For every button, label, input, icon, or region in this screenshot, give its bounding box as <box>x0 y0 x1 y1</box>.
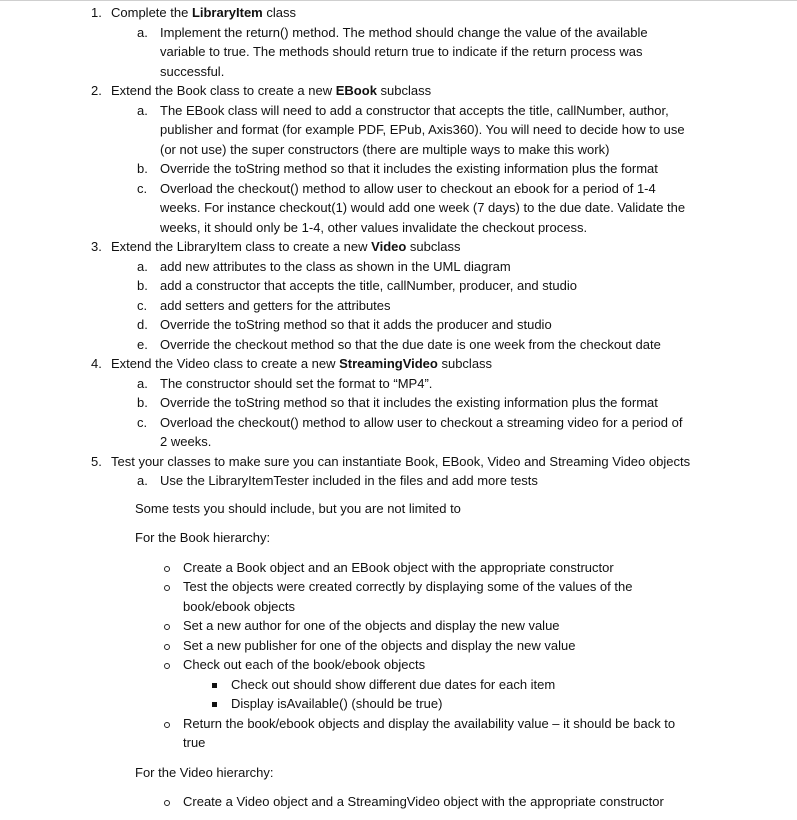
sub-item-text: Override the checkout method so that the due date is one week from the checkout date <box>160 336 661 352</box>
video-heading: For the Video hierarchy: <box>135 764 274 780</box>
sub-item-label: a. <box>137 473 148 488</box>
item-number: 1. <box>91 5 102 20</box>
sub-item-text: (or not use) the super constructors (there are multiple ways to make this work) <box>160 141 610 157</box>
sub-item-label: c. <box>137 180 148 196</box>
sub-item-label: c. <box>137 414 148 430</box>
sub-item-text: weeks, it should only be 1-4, other values invalidate the checkout process. <box>160 219 588 235</box>
sub-item-text: add new attributes to the class as shown in the UML diagram <box>160 258 511 274</box>
item-heading-bold: Video <box>371 239 407 254</box>
book-bullet-text: Create a Book object and an EBook object with the appropriate constructor <box>183 559 614 575</box>
item-heading: Extend the Video class to create a new StreamingVideo subclass <box>111 356 493 371</box>
sub-item-text: Overload the checkout() method to allow user to checkout an ebook for a period of 1-4 <box>160 180 656 196</box>
item-heading: Test your classes to make sure you can instantiate Book, EBook, Video and Streaming Video objects <box>111 453 691 469</box>
sub-item-text: weeks. For instance checkout(1) would add one week (7 days) to the due date. Validate the <box>160 200 686 215</box>
book-sub-bullet-marker <box>212 702 217 707</box>
sub-item-label: a. <box>137 258 148 274</box>
book-bullet-marker <box>164 663 170 669</box>
sub-item-label: a. <box>137 102 148 118</box>
sub-item-label: b. <box>137 395 148 410</box>
book-sub-bullet-marker <box>212 683 217 688</box>
item-number: 2. <box>91 83 102 98</box>
book-bullet-text: book/ebook objects <box>183 598 296 614</box>
book-bullet-marker <box>164 585 170 591</box>
sub-item-text: Override the toString method so that it includes the existing information plus the format <box>160 161 658 176</box>
sub-item-label: b. <box>137 278 148 293</box>
book-bullet-text: Check out each of the book/ebook objects <box>183 657 426 672</box>
sub-item-label: a. <box>137 24 148 40</box>
book-bullet-marker <box>164 722 170 728</box>
item-heading: Complete the LibraryItem class <box>111 5 296 20</box>
page-top-border <box>0 0 797 1</box>
book-bullet-text: true <box>183 735 206 750</box>
item-number: 4. <box>91 356 102 371</box>
book-bullet-text: Set a new publisher for one of the objects and display the new value <box>183 637 576 653</box>
book-bullet-text: Return the book/ebook objects and display the availability value – it should be back to <box>183 715 676 731</box>
sub-item-label: b. <box>137 161 148 176</box>
book-heading: For the Book hierarchy: <box>135 530 271 545</box>
item-heading-bold: StreamingVideo <box>339 356 438 371</box>
book-bullet-text: Test the objects were created correctly by displaying some of the values of the <box>183 579 633 594</box>
sub-item-label: d. <box>137 317 148 332</box>
sub-item-text: add setters and getters for the attributes <box>160 297 391 313</box>
book-bullet-marker <box>164 644 170 650</box>
video-bullet-text: Create a Video object and a StreamingVideo object with the appropriate constructor <box>183 794 664 809</box>
book-bullet-marker <box>164 566 170 572</box>
sub-item-label: a. <box>137 375 148 391</box>
sub-item-text: Override the toString method so that it adds the producer and studio <box>160 317 552 332</box>
sub-item-label: e. <box>137 336 148 352</box>
book-sub-bullet-text: Check out should show different due dates for each item <box>231 676 556 692</box>
sub-item-text: The constructor should set the format to “MP4”. <box>160 375 433 391</box>
book-sub-bullet-text: Display isAvailable() (should be true) <box>231 696 443 711</box>
video-bullet-marker <box>164 800 170 806</box>
item-heading: Extend the Book class to create a new EBook subclass <box>111 83 432 98</box>
sub-item-text: Overload the checkout() method to allow user to checkout a streaming video for a period of <box>160 414 683 430</box>
book-bullet-text: Set a new author for one of the objects and display the new value <box>183 618 560 633</box>
sub-item-text: 2 weeks. <box>160 434 212 449</box>
sub-item-text: publisher and format (for example PDF, EPub, Axis360). You will need to decide how to use <box>160 122 685 137</box>
sub-item-text: Override the toString method so that it includes the existing information plus the format <box>160 395 658 410</box>
sub-item-text: Implement the return() method. The method should change the value of the available <box>160 24 648 40</box>
book-bullet-marker <box>164 624 170 630</box>
sub-item-text: add a constructor that accepts the title, callNumber, producer, and studio <box>160 278 577 293</box>
sub-item-text: Use the LibraryItemTester included in the files and add more tests <box>160 473 538 488</box>
item-number: 5. <box>91 453 102 469</box>
tests-intro: Some tests you should include, but you are not limited to <box>135 500 461 516</box>
item-heading: Extend the LibraryItem class to create a new Video subclass <box>111 239 461 254</box>
sub-item-text: The EBook class will need to add a constructor that accepts the title, callNumber, author, <box>160 102 669 118</box>
sub-item-text: variable to true. The methods should return true to indicate if the return process was <box>160 44 643 59</box>
item-number: 3. <box>91 239 102 254</box>
item-heading-bold: EBook <box>335 83 377 98</box>
sub-item-text: successful. <box>160 63 225 79</box>
sub-item-label: c. <box>137 297 148 313</box>
item-heading-bold: LibraryItem <box>191 5 263 20</box>
